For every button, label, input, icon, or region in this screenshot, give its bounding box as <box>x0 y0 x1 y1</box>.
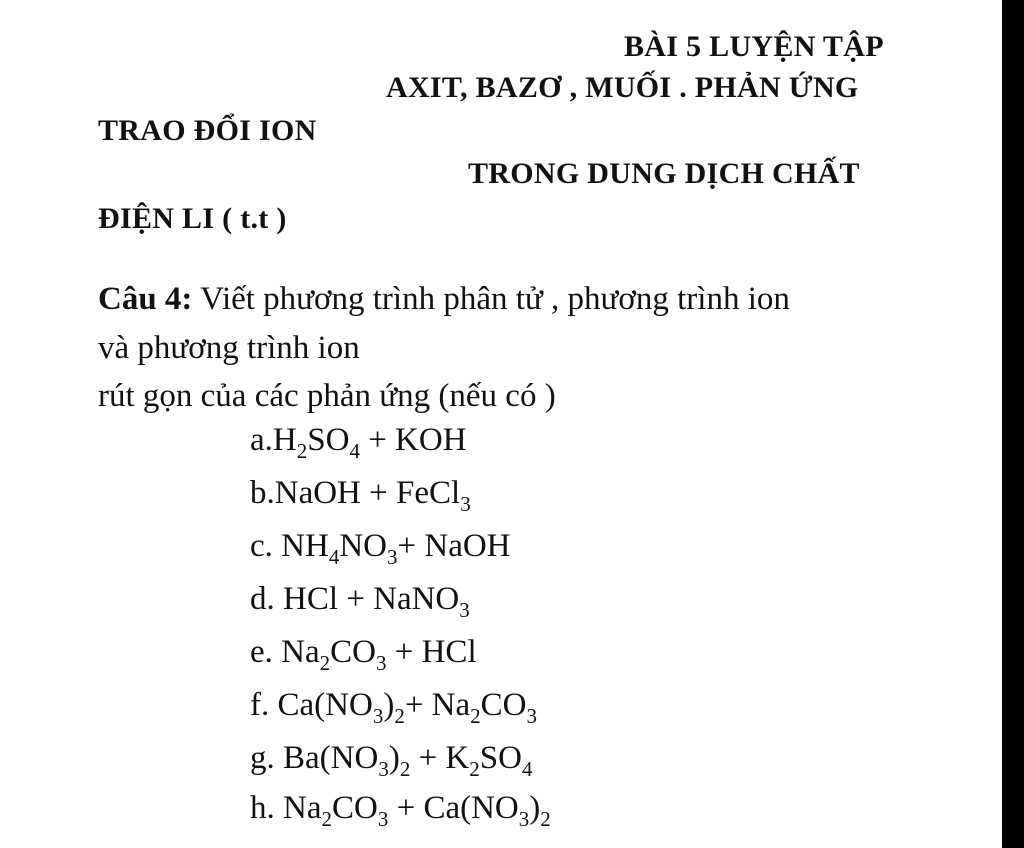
reaction-e <box>250 634 477 675</box>
formula-subscript: 2 <box>540 807 551 831</box>
formula-text: ) <box>529 790 541 826</box>
formula-subscript: 3 <box>387 545 398 569</box>
formula-text: + Na <box>404 687 471 723</box>
formula-text: + HCl <box>386 634 477 670</box>
formula-text: CO <box>480 687 527 723</box>
formula-subscript: 4 <box>521 757 533 781</box>
reaction-prefix: b. <box>250 475 275 511</box>
formula-text: HCl + NaNO <box>283 581 460 617</box>
question-label: Câu 4: <box>98 281 193 317</box>
reaction-prefix: g. <box>250 740 283 776</box>
formula-text: + KOH <box>359 422 467 458</box>
formula-subscript: 3 <box>460 492 471 516</box>
question-line-2: và phương trình ion <box>98 330 360 366</box>
title-line-2: AXIT, BAZƠ , MUỐI . PHẢN ỨNG <box>386 71 859 104</box>
formula-text: Na <box>283 790 322 826</box>
reaction-prefix: c. <box>250 528 282 564</box>
reaction-g <box>250 740 533 781</box>
formula-subscript: 3 <box>372 704 384 728</box>
formula-subscript: 2 <box>319 651 331 675</box>
reaction-prefix: a. <box>250 422 273 458</box>
formula-text: + K <box>410 740 470 776</box>
title-line-4: TRONG DUNG DỊCH CHẤT <box>468 157 860 190</box>
formula-text: NH <box>281 528 329 564</box>
reaction-prefix: h. <box>250 790 283 826</box>
question-line-1 <box>98 283 790 316</box>
formula-subscript: 3 <box>377 807 389 831</box>
title-line-1: BÀI 5 LUYỆN TẬP <box>624 30 884 63</box>
right-black-border <box>1002 0 1024 848</box>
reaction-prefix: d. <box>250 581 283 617</box>
formula-subscript: 4 <box>328 545 340 569</box>
formula-subscript: 3 <box>375 651 387 675</box>
reaction-a <box>250 422 467 463</box>
formula-text: + Ca(NO <box>388 790 519 826</box>
title-line-3: TRAO ĐỔI ION <box>98 114 317 147</box>
formula-text: Na <box>281 634 320 670</box>
question-text-1: Viết phương trình phân tử , phương trình ion <box>192 281 790 317</box>
formula-subscript: 2 <box>399 757 411 781</box>
reaction-h <box>250 790 551 831</box>
reaction-prefix: f. <box>250 687 278 723</box>
formula-text: H <box>272 422 297 458</box>
reaction-b <box>250 475 471 516</box>
formula-text: Ca(NO <box>277 687 373 723</box>
formula-text: NO <box>339 528 387 564</box>
formula-text: ) <box>388 740 400 776</box>
formula-text: Ba(NO <box>283 740 379 776</box>
formula-subscript: 4 <box>349 439 360 463</box>
reaction-c <box>250 528 511 569</box>
formula-subscript: 3 <box>459 598 470 622</box>
formula-subscript: 2 <box>470 704 481 728</box>
formula-text: SO <box>307 422 350 458</box>
formula-text: + NaOH <box>397 528 511 564</box>
formula-text: NaOH + FeCl <box>274 475 461 511</box>
formula-subscript: 3 <box>518 807 530 831</box>
formula-text: CO <box>331 790 378 826</box>
formula-subscript: 2 <box>296 439 308 463</box>
reaction-d <box>250 581 470 622</box>
formula-text: CO <box>330 634 376 670</box>
reaction-prefix: e. <box>250 634 282 670</box>
formula-subscript: 2 <box>469 757 480 781</box>
formula-subscript: 2 <box>321 807 332 831</box>
formula-subscript: 3 <box>378 757 389 781</box>
title-line-5: ĐIỆN LI ( t.t ) <box>98 202 287 235</box>
formula-subscript: 3 <box>526 704 537 728</box>
question-line-3: rút gọn của các phản ứng (nếu có ) <box>98 378 556 414</box>
formula-subscript: 2 <box>394 704 405 728</box>
formula-text: ) <box>383 687 395 723</box>
reaction-f <box>250 687 537 728</box>
formula-text: SO <box>479 740 522 776</box>
